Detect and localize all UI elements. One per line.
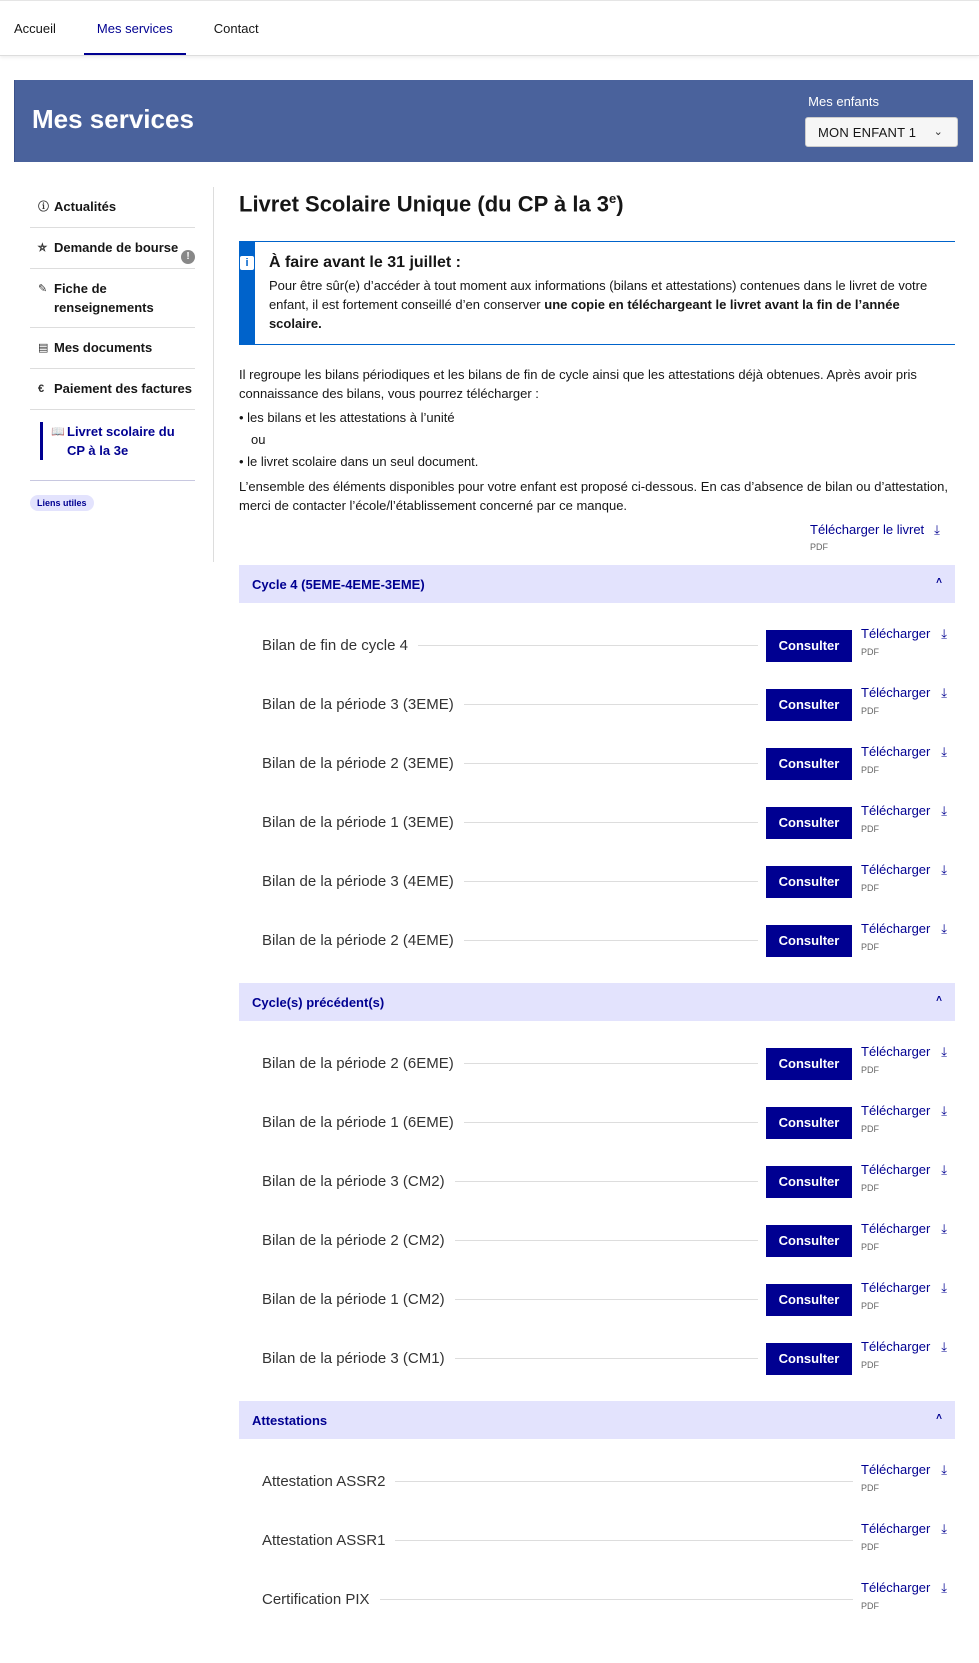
nav-contact[interactable]: Contact (213, 20, 259, 36)
file-type: PDF (861, 1182, 879, 1193)
download-link[interactable] (861, 803, 955, 843)
consult-button[interactable]: Consulter (766, 866, 852, 898)
file-type: PDF (810, 542, 828, 553)
accordion-list (239, 565, 955, 1642)
accordion-title: Cycle 4 (5EME-4EME-3EME) (252, 576, 425, 592)
top-nav (0, 0, 979, 56)
accordion-header[interactable] (239, 1401, 955, 1439)
file-type: PDF (861, 882, 879, 893)
document-name: Certification PIX (262, 1591, 370, 1609)
sidebar-item-label: Paiement des factures (54, 381, 193, 396)
bullet-item: • les bilans et les attestations à l’unité (239, 407, 955, 429)
download-label: Télécharger (861, 1461, 931, 1477)
document-row (239, 616, 955, 675)
download-icon: ⤓ (941, 920, 947, 936)
download-icon: ⤓ (941, 1220, 947, 1236)
accordion-header[interactable] (239, 565, 955, 603)
download-label: Télécharger (861, 861, 931, 877)
document-row (239, 1511, 955, 1570)
row-divider (464, 940, 758, 941)
download-label: Télécharger (861, 743, 931, 759)
euro-icon: € (38, 383, 45, 395)
row-divider (464, 822, 758, 823)
consult-button[interactable]: Consulter (766, 807, 852, 839)
document-name: Bilan de la période 2 (4EME) (262, 932, 454, 950)
download-icon: ⤓ (941, 802, 947, 818)
document-name: Bilan de la période 3 (CM2) (262, 1173, 445, 1191)
row-divider (464, 1063, 758, 1064)
document-row (239, 1270, 955, 1329)
sidebar-item-paiement[interactable] (30, 369, 195, 410)
file-type: PDF (861, 1300, 879, 1311)
download-icon: ⤓ (941, 1161, 947, 1177)
sidebar-item-documents[interactable] (30, 328, 195, 369)
accordion-content (239, 603, 955, 983)
consult-button[interactable]: Consulter (766, 925, 852, 957)
row-divider (455, 1181, 758, 1182)
document-row (239, 1034, 955, 1093)
or-text: ou (251, 432, 266, 448)
document-name: Bilan de la période 2 (CM2) (262, 1232, 445, 1250)
download-link[interactable] (861, 921, 955, 961)
accordion-header[interactable] (239, 983, 955, 1021)
download-label: Télécharger (861, 802, 931, 818)
document-name: Bilan de la période 2 (3EME) (262, 755, 454, 773)
nav-accueil[interactable]: Accueil (14, 20, 56, 36)
file-type: PDF (861, 823, 879, 834)
sidebar-item-label: Fiche de renseignements (54, 281, 154, 315)
notice-title: À faire avant le 31 juillet : (268, 254, 462, 272)
chevron-down-icon: ⌄ (933, 126, 943, 138)
download-icon: ⤓ (941, 1579, 947, 1595)
document-row (239, 1570, 955, 1629)
download-icon: ⤓ (941, 1461, 947, 1477)
sidebar-divider (30, 480, 195, 481)
chevron-up-icon: ˄ (936, 1412, 942, 1424)
bullet-list (239, 407, 955, 473)
child-select-value: MON ENFANT 1 (818, 124, 917, 140)
download-label: Télécharger (861, 1161, 931, 1177)
consult-button[interactable]: Consulter (766, 1166, 852, 1198)
download-icon: ⤓ (941, 684, 947, 700)
notice-text: Pour être sûr(e) d’accéder à tout moment aux informations (bilans et attestations) contenues dans le livret de votre enfant, il est fortement conseillé d’en conserver une copie en téléchargeant le livret avant la fin de l’année scolaire. (268, 278, 928, 332)
page-title: Mes services (32, 104, 194, 134)
download-link[interactable] (861, 1462, 955, 1502)
file-type: PDF (861, 1482, 879, 1493)
row-divider (418, 645, 758, 646)
document-row (239, 1329, 955, 1388)
download-label: Télécharger (861, 1338, 931, 1354)
consult-button[interactable]: Consulter (766, 1048, 852, 1080)
consult-button[interactable]: Consulter (766, 630, 852, 662)
chevron-up-icon: ˄ (936, 576, 942, 588)
accordion-content (239, 1021, 955, 1401)
row-divider (455, 1240, 758, 1241)
download-link[interactable] (861, 685, 955, 725)
file-type: PDF (861, 646, 879, 657)
document-name: Attestation ASSR2 (262, 1473, 386, 1491)
row-divider (380, 1599, 853, 1600)
document-name: Bilan de la période 3 (3EME) (262, 696, 454, 714)
download-label: Télécharger (861, 625, 931, 641)
download-label: Télécharger (861, 1279, 931, 1295)
sidebar-item-label: Livret scolaire du CP à la 3e (67, 424, 175, 458)
download-icon: ⤓ (941, 1102, 947, 1118)
download-link[interactable] (861, 1280, 955, 1320)
consult-button[interactable]: Consulter (766, 1107, 852, 1139)
row-divider (464, 704, 758, 705)
notice-side (239, 242, 255, 344)
sidebar-item-livret[interactable] (30, 410, 195, 472)
consult-button[interactable]: Consulter (766, 689, 852, 721)
children-label: Mes enfants (808, 94, 879, 109)
download-link[interactable] (861, 1162, 955, 1202)
nav-mes-services[interactable]: Mes services (84, 1, 186, 55)
file-type: PDF (861, 1359, 879, 1370)
file-type: PDF (861, 1541, 879, 1552)
file-type: PDF (861, 1600, 879, 1611)
warning-icon: ! (181, 250, 195, 264)
bullet-item: • le livret scolaire dans un seul document. (239, 451, 955, 473)
download-icon: ⤓ (934, 522, 940, 538)
main-content (239, 187, 955, 1642)
download-label: Télécharger (861, 1102, 931, 1118)
download-link[interactable] (861, 744, 955, 784)
chevron-up-icon: ˄ (936, 994, 942, 1006)
document-row (239, 1093, 955, 1152)
file-type: PDF (861, 764, 879, 775)
download-icon: ⤓ (941, 1520, 947, 1536)
document-name: Attestation ASSR1 (262, 1532, 386, 1550)
row-divider (395, 1540, 853, 1541)
document-row (239, 852, 955, 911)
file-type: PDF (861, 1064, 879, 1075)
document-row (239, 1211, 955, 1270)
download-label: Télécharger (861, 1220, 931, 1236)
download-icon: ⤓ (941, 1043, 947, 1059)
document-name: Bilan de la période 3 (CM1) (262, 1350, 445, 1368)
info-notice (239, 241, 955, 345)
download-livret (239, 521, 955, 552)
download-label: Télécharger (861, 1520, 931, 1536)
document-row (239, 734, 955, 793)
document-name: Bilan de la période 1 (6EME) (262, 1114, 454, 1132)
row-divider (395, 1481, 853, 1482)
useful-links-tag[interactable]: Liens utiles (30, 495, 94, 511)
download-label: Télécharger (861, 1579, 931, 1595)
file-type: PDF (861, 1241, 879, 1252)
download-icon: ⤓ (941, 1279, 947, 1295)
download-icon: ⤓ (941, 1338, 947, 1354)
row-divider (464, 881, 758, 882)
column-divider (213, 187, 214, 562)
sidebar (30, 187, 195, 511)
download-link[interactable] (861, 1521, 955, 1561)
sidebar-item-label: Mes documents (54, 340, 153, 355)
document-row (239, 793, 955, 852)
consult-button[interactable]: Consulter (766, 1343, 852, 1375)
child-select[interactable] (805, 117, 958, 147)
download-label: Télécharger (861, 920, 931, 936)
download-icon: ⤓ (941, 743, 947, 759)
download-icon: ⤓ (941, 861, 947, 877)
download-link[interactable] (861, 1103, 955, 1143)
accordion-content (239, 1439, 955, 1642)
document-row (239, 1152, 955, 1211)
download-livret-link[interactable]: Télécharger le livret ⤓ (810, 522, 940, 538)
page-banner (14, 80, 973, 162)
sidebar-item-bourse[interactable] (30, 228, 195, 269)
download-label: Télécharger (861, 684, 931, 700)
alert-circle-icon: ⓘ (38, 201, 49, 213)
intro-text: Il regroupe les bilans périodiques et les bilans de fin de cycle ainsi que les attestations déjà obtenues. Après avoir pris connaissance des bilans, vous pourrez télécharger : (239, 367, 917, 402)
download-link[interactable] (861, 1044, 955, 1084)
download-link[interactable] (861, 1339, 955, 1379)
sidebar-item-actualites[interactable] (30, 187, 195, 228)
info-icon: i (240, 256, 254, 270)
row-divider (455, 1358, 758, 1359)
download-icon: ⤓ (941, 625, 947, 641)
document-row (239, 675, 955, 734)
document-row (239, 1452, 955, 1511)
section-title: Livret Scolaire Unique (du CP à la 3e) (239, 191, 624, 217)
download-link[interactable] (861, 626, 955, 666)
file-edit-icon: ✎ (38, 283, 48, 295)
documents-icon: ▤ (38, 342, 49, 354)
accordion-title: Attestations (252, 1412, 328, 1428)
file-type: PDF (861, 941, 879, 952)
row-divider (464, 763, 758, 764)
active-indicator (40, 422, 43, 460)
download-link[interactable] (861, 1221, 955, 1261)
download-link[interactable] (861, 1580, 955, 1620)
row-divider (455, 1299, 758, 1300)
sidebar-item-label: Actualités (54, 199, 117, 214)
document-name: Bilan de la période 1 (3EME) (262, 814, 454, 832)
hand-coins-icon: ⛦ (38, 242, 47, 254)
file-type: PDF (861, 1123, 879, 1134)
sidebar-item-label: Demande de bourse (54, 240, 179, 255)
intro-text-2: L’ensemble des éléments disponibles pour votre enfant est proposé ci-dessous. En cas d’absence de bilan ou d’attestation, merci de contacter l’école/l’établissement concerné par ce manque. (239, 479, 948, 514)
row-divider (464, 1122, 758, 1123)
document-name: Bilan de fin de cycle 4 (262, 637, 408, 655)
accordion-title: Cycle(s) précédent(s) (252, 994, 385, 1010)
book-icon: 📖 (51, 426, 65, 438)
document-name: Bilan de la période 1 (CM2) (262, 1291, 445, 1309)
document-row (239, 911, 955, 970)
consult-button[interactable]: Consulter (766, 1284, 852, 1316)
file-type: PDF (861, 705, 879, 716)
document-name: Bilan de la période 2 (6EME) (262, 1055, 454, 1073)
sidebar-item-fiche[interactable] (30, 269, 195, 328)
consult-button[interactable]: Consulter (766, 748, 852, 780)
document-name: Bilan de la période 3 (4EME) (262, 873, 454, 891)
consult-button[interactable]: Consulter (766, 1225, 852, 1257)
download-label: Télécharger (861, 1043, 931, 1059)
download-link[interactable] (861, 862, 955, 902)
